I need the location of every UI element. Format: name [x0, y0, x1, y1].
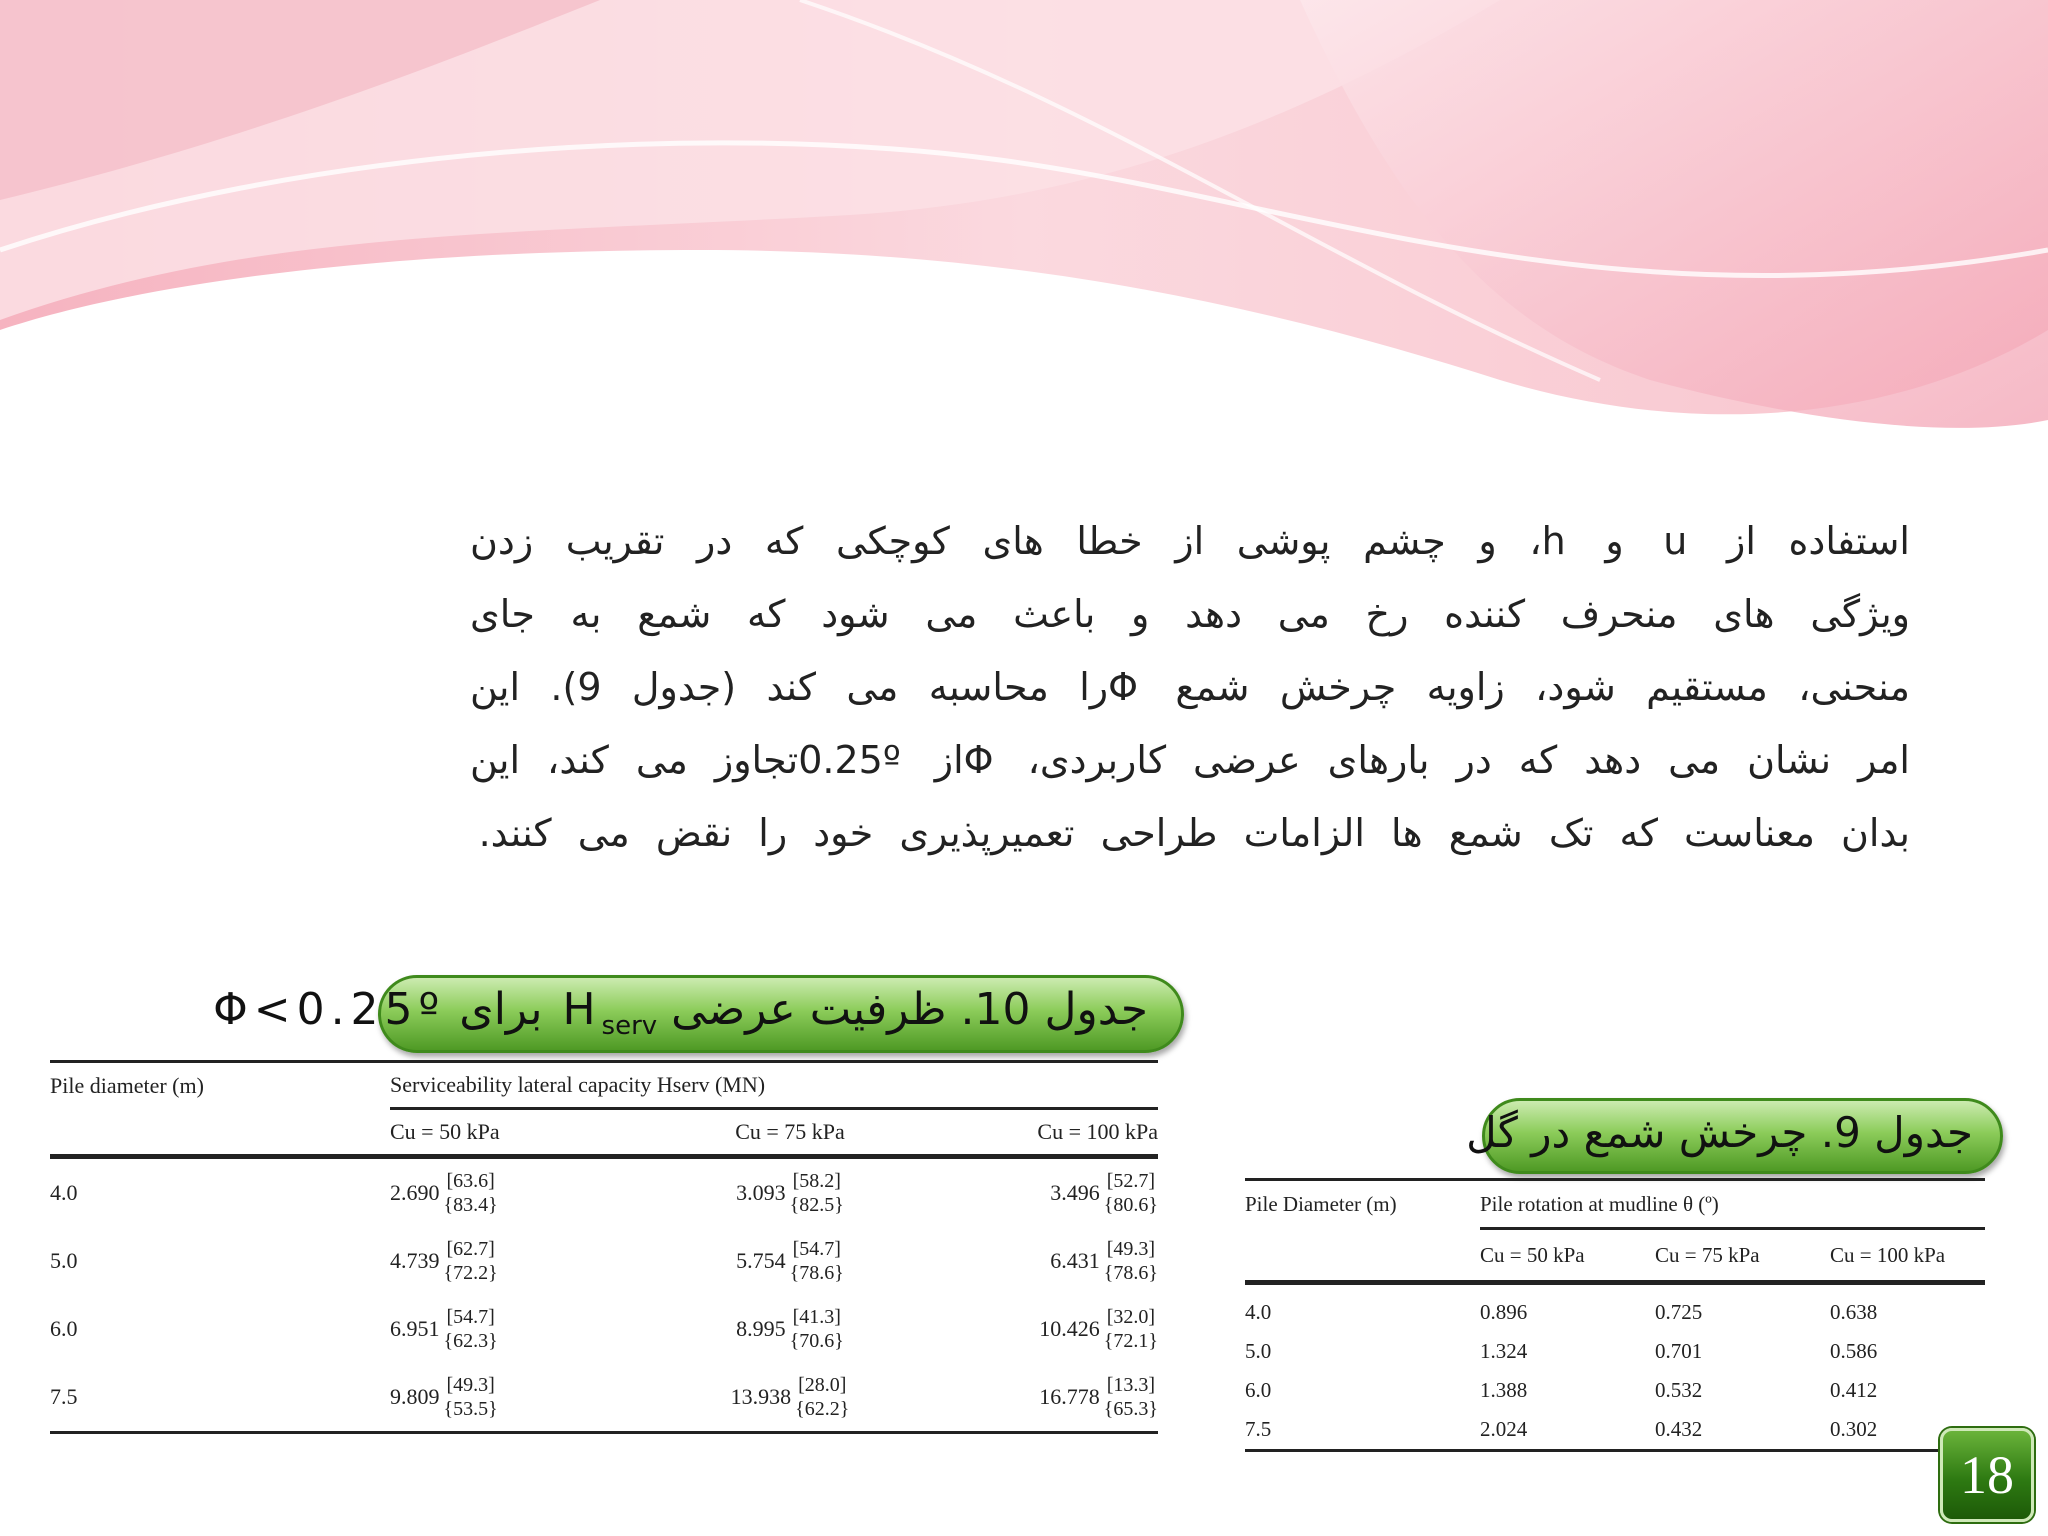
rotation-cell: 0.701: [1655, 1339, 1703, 1363]
capacity-bracket-value: [54.7]: [792, 1238, 841, 1260]
table10-caption-pre: جدول 10. ظرفیت عرضی H: [562, 984, 1148, 1035]
rotation-cell: 2.024: [1480, 1410, 1655, 1451]
col-header-rotation: Pile rotation at mudline θ (º): [1480, 1191, 1719, 1216]
col-header-cu50: Cu = 50 kPa: [390, 1109, 650, 1157]
capacity-cell: [650, 1157, 930, 1228]
capacity-brace-value: {80.6}: [1103, 1194, 1158, 1216]
capacity-value: 6.951: [390, 1316, 440, 1341]
capacity-brace-value: {78.6}: [1103, 1262, 1158, 1284]
rotation-cell: 0.412: [1830, 1378, 1878, 1402]
capacity-brace-value: {78.6}: [789, 1262, 844, 1284]
col-header-serviceability: Serviceability lateral capacity Hserv (MN): [390, 1072, 766, 1097]
capacity-value: 2.690: [390, 1180, 440, 1205]
table-row: [50, 1227, 1158, 1295]
col-header-pile-diameter: Pile diameter (m): [50, 1072, 204, 1098]
rotation-cell: 0.725: [1655, 1300, 1703, 1324]
capacity-bracket-value: [52.7]: [1106, 1170, 1156, 1192]
rotation-cell: 0.896: [1480, 1300, 1528, 1324]
capacity-brace-value: {62.3}: [443, 1330, 498, 1352]
col-header-cu75: Cu = 75 kPa: [1655, 1229, 1830, 1283]
pile-diameter-cell: 7.5: [1245, 1410, 1480, 1451]
table-row: [1245, 1410, 1985, 1451]
capacity-brace-value: {70.6}: [789, 1330, 844, 1352]
pile-diameter-cell: 6.0: [50, 1316, 78, 1341]
col-header-cu50: Cu = 50 kPa: [1480, 1229, 1655, 1283]
capacity-cell: [390, 1157, 650, 1228]
capacity-cell: [930, 1295, 1158, 1363]
capacity-brace-value: {72.2}: [443, 1262, 498, 1284]
capacity-bracket-value: [49.3]: [446, 1374, 495, 1396]
capacity-bracket-value: [13.3]: [1106, 1374, 1156, 1396]
capacity-brace-value: {62.2}: [795, 1398, 850, 1420]
capacity-bracket-value: [28.0]: [798, 1374, 847, 1396]
capacity-bracket-value: [41.3]: [792, 1306, 841, 1328]
capacity-bracket-value: [62.7]: [446, 1238, 495, 1260]
table10-caption-sub: serv: [601, 1010, 658, 1041]
rotation-cell: 1.324: [1480, 1339, 1528, 1363]
table10-caption-post: برای Φ<0.25º: [213, 984, 563, 1035]
table-row: [50, 1157, 1158, 1228]
table-row: [50, 1363, 1158, 1433]
capacity-value: 13.938: [730, 1384, 792, 1409]
capacity-cell: [930, 1157, 1158, 1228]
pile-diameter-cell: 6.0: [1245, 1378, 1272, 1402]
rotation-cell: 0.638: [1830, 1300, 1878, 1324]
capacity-brace-value: {83.4}: [443, 1194, 498, 1216]
capacity-value: 3.093: [736, 1180, 786, 1205]
rotation-cell: 0.432: [1655, 1410, 1830, 1451]
capacity-value: 5.754: [736, 1248, 786, 1273]
capacity-cell: [390, 1295, 650, 1363]
table-row: [1245, 1283, 1985, 1333]
table-row: [1245, 1371, 1985, 1410]
pile-diameter-cell: 5.0: [50, 1248, 78, 1273]
page-number-badge: 18: [1940, 1428, 2034, 1522]
rotation-cell: 1.388: [1480, 1378, 1528, 1402]
capacity-cell: [930, 1363, 1158, 1433]
capacity-cell: [390, 1227, 650, 1295]
col-header-cu100: Cu = 100 kPa: [1830, 1229, 1985, 1283]
table-serviceability-capacity: [50, 1060, 1158, 1434]
col-header-cu75: Cu = 75 kPa: [650, 1109, 930, 1157]
table-row: [50, 1295, 1158, 1363]
capacity-bracket-value: [54.7]: [446, 1306, 495, 1328]
capacity-bracket-value: [63.6]: [446, 1170, 495, 1192]
capacity-value: 4.739: [390, 1248, 440, 1273]
pile-diameter-cell: 7.5: [50, 1363, 390, 1433]
capacity-value: 8.995: [736, 1316, 786, 1341]
pile-diameter-cell: 4.0: [1245, 1300, 1272, 1324]
rotation-cell: 0.586: [1830, 1339, 1878, 1363]
capacity-cell: [650, 1227, 930, 1295]
capacity-value: 6.431: [1050, 1248, 1100, 1273]
capacity-value: 16.778: [1039, 1384, 1100, 1409]
pile-diameter-cell: 4.0: [50, 1180, 78, 1205]
capacity-cell: [930, 1227, 1158, 1295]
capacity-value: 9.809: [390, 1384, 440, 1409]
capacity-cell: [390, 1363, 650, 1433]
table-pile-rotation: [1245, 1178, 1985, 1452]
capacity-brace-value: {72.1}: [1103, 1330, 1158, 1352]
rotation-cell: 0.532: [1655, 1378, 1703, 1402]
col-header-pile-diameter: Pile Diameter (m): [1245, 1192, 1397, 1217]
capacity-cell: [650, 1363, 930, 1433]
capacity-value: 3.496: [1050, 1180, 1100, 1205]
table9-caption: جدول 9. چرخش شمع در گل: [1466, 1108, 1973, 1157]
capacity-bracket-value: [32.0]: [1106, 1306, 1156, 1328]
capacity-bracket-value: [58.2]: [792, 1170, 841, 1192]
col-header-cu100: Cu = 100 kPa: [930, 1109, 1158, 1157]
table-row: [1245, 1332, 1985, 1371]
pile-diameter-cell: 5.0: [1245, 1339, 1272, 1363]
rotation-cell: 0.302: [1830, 1410, 1985, 1451]
capacity-brace-value: {53.5}: [443, 1398, 498, 1420]
capacity-bracket-value: [49.3]: [1106, 1238, 1156, 1260]
capacity-value: 10.426: [1039, 1316, 1100, 1341]
table10-caption: [213, 984, 1148, 1041]
body-paragraph: استفاده از u و h، و چشم پوشی از خطا های کوچکی که در تقریب زدن ویژگی های منحرف کننده رخ می دهد و باعث می شود که شمع به جای منحنی، مستقیم شود، زاویه چرخش شمع Φرا محاسبه می کند (جدول 9). این امر نشان می دهد که در بارهای عرضی کاربردی، Φاز 0.25ºتجاوز می کند، این بدان معناست که تک شمع ها الزامات طراحی تعمیرپذیری خود را نقض می کنند.: [470, 519, 1910, 855]
capacity-brace-value: {65.3}: [1103, 1398, 1158, 1420]
capacity-brace-value: {82.5}: [789, 1194, 844, 1216]
capacity-cell: [650, 1295, 930, 1363]
